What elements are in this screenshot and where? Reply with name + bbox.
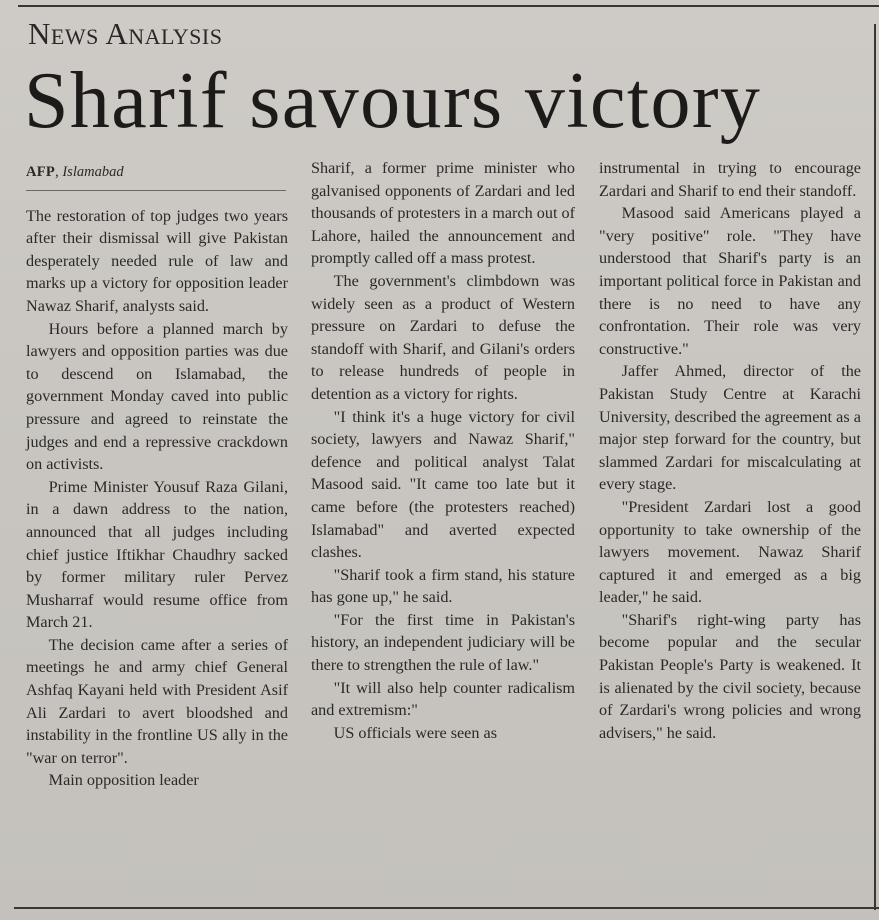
article-paragraph: The decision came after a series of meetings he and army chief General Ashfaq Kayani held with President Asif Ali Zardari to avert bloodshed and instability in the frontline US ally in the "war on terror". xyxy=(26,635,288,767)
article-paragraph: The restoration of top judges two years after their dismissal will give Pakistan desperately needed rule of law and marks up a victory for opposition leader Nawaz Sharif, analysts said. xyxy=(26,206,288,315)
byline xyxy=(26,161,288,184)
right-rule xyxy=(874,24,876,910)
article-paragraph: US officials were seen as xyxy=(333,723,497,742)
article-paragraph: Sharif, a former prime minister who galvanised opponents of Zardari and led thousands of protesters in a march out of Lahore, hailed the announcement and promptly called off a mass protest. xyxy=(311,159,575,268)
article-paragraph: The government's climbdown was widely seen as a product of Western pressure on Zardari to defuse the standoff with Sharif, and Gilani's orders to release hundreds of people in detention as a victory for rights. xyxy=(311,271,575,403)
bottom-rule xyxy=(14,907,879,909)
article-paragraph: "President Zardari lost a good opportunity to take ownership of the lawyers movement. Nawaz Sharif captured it and emerged as a big leader," he said. xyxy=(599,497,861,607)
article-column-2 xyxy=(311,157,575,744)
top-rule xyxy=(18,5,879,7)
article-paragraph: "Sharif took a firm stand, his stature has gone up," he said. xyxy=(311,565,575,607)
article-column-3 xyxy=(599,157,861,744)
article-paragraph: instrumental in trying to encourage Zardari and Sharif to end their standoff. xyxy=(599,159,861,200)
article-paragraph: "Sharif's right-wing party has become popular and the secular Pakistan People's Party is weakened. It is alienated by the civil society, because of Zardari's wrong policies and wrong advisers," he said. xyxy=(599,610,861,742)
article-paragraph: Main opposition leader xyxy=(48,771,199,790)
article-paragraph: "For the first time in Pakistan's history, an independent judiciary will be there to strengthen the rule of law." xyxy=(311,610,575,675)
byline-place: Islamabad xyxy=(62,164,124,180)
article-paragraph: "I think it's a huge victory for civil society, lawyers and Nawaz Sharif," defence and political analyst Talat Masood said. "It came too late but it came before (the protesters reached) Islamabad" and averted expected clashes. xyxy=(311,407,575,562)
article-paragraph: Prime Minister Yousuf Raza Gilani, in a dawn address to the nation, announced that all judges including chief justice Iftikhar Chaudhry sacked by former military ruler Pervez Musharraf would resume office from March 21. xyxy=(26,477,288,632)
headline: Sharif savours victory xyxy=(24,57,762,145)
article-paragraph: Masood said Americans played a "very positive" role. "They have understood that Sharif's party is an important political force in Pakistan and there is no need to have any confrontation. Their role was very constructive." xyxy=(599,204,861,358)
article-paragraph: "It will also help counter radicalism and extremism:" xyxy=(311,678,575,720)
byline-agency: AFP xyxy=(26,164,56,180)
article-paragraph: Hours before a planned march by lawyers and opposition parties was due to descend on Islamabad, the government Monday caved into public pressure and agreed to reinstate the judges and end a repressive crackdown on activists. xyxy=(26,319,288,474)
article-column-1 xyxy=(26,157,288,792)
byline-divider xyxy=(26,190,286,191)
byline-separator: , xyxy=(55,164,63,180)
section-kicker: News Analysis xyxy=(28,16,223,51)
article-paragraph: Jaffer Ahmed, director of the Pakistan Study Centre at Karachi University, described the agreement as a major step forward for the country, but slammed Zardari for miscalculating at every stage. xyxy=(599,362,861,494)
